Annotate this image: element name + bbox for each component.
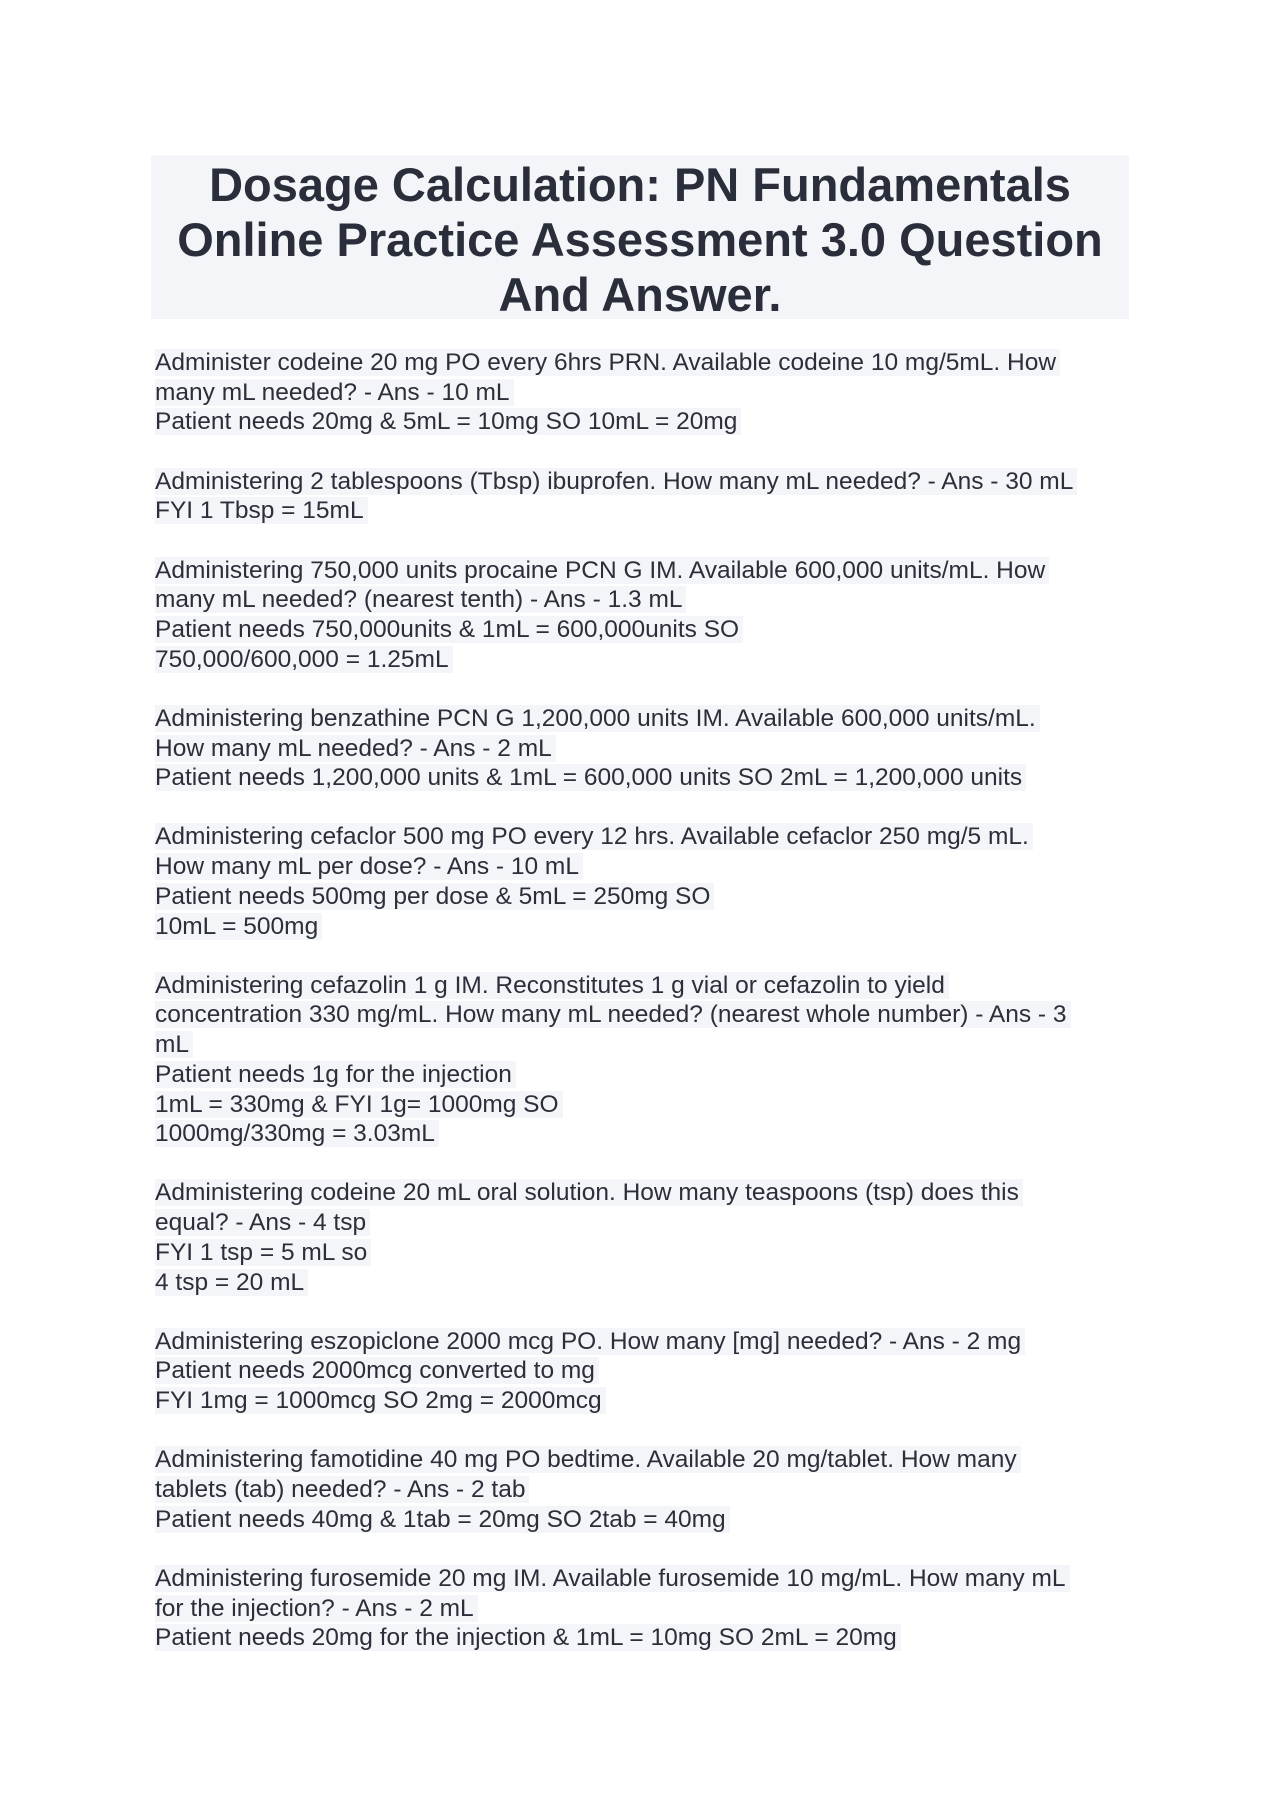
- entry-line: Patient needs 1g for the injection: [155, 1061, 516, 1088]
- entry-line: for the injection? - Ans - 2 mL: [155, 1595, 478, 1622]
- entry-line: Administering 750,000 units procaine PCN G IM. Available 600,000 units/mL. How: [155, 557, 1049, 584]
- entry-line: many mL needed? (nearest tenth) - Ans - 1.3 mL: [155, 586, 686, 613]
- entry-line: many mL needed? - Ans - 10 mL: [155, 379, 514, 406]
- entry-line: How many mL needed? - Ans - 2 mL: [155, 735, 556, 762]
- entry-line: Patient needs 20mg & 5mL = 10mg SO 10mL = 20mg: [155, 408, 741, 435]
- title-line: Dosage Calculation: PN Fundamentals: [209, 158, 1071, 211]
- entry-line: 10mL = 500mg: [155, 913, 322, 940]
- entry-line: How many mL per dose? - Ans - 10 mL: [155, 853, 583, 880]
- page-title: [151, 155, 1129, 322]
- entry-line: Administering famotidine 40 mg PO bedtime. Available 20 mg/tablet. How many: [155, 1446, 1021, 1473]
- entry-line: Administering furosemide 20 mg IM. Available furosemide 10 mg/mL. How many mL: [155, 1565, 1070, 1592]
- entry-line: 1mL = 330mg & FYI 1g= 1000mg SO: [155, 1091, 563, 1118]
- qa-entry: [155, 556, 1135, 675]
- qa-entry: [155, 1178, 1135, 1297]
- entry-line: Patient needs 1,200,000 units & 1mL = 600,000 units SO 2mL = 1,200,000 units: [155, 764, 1026, 791]
- qa-entry: [155, 1445, 1135, 1534]
- qa-entry: [155, 348, 1135, 437]
- entry-line: concentration 330 mg/mL. How many mL needed? (nearest whole number) - Ans - 3: [155, 1001, 1071, 1028]
- entry-line: Patient needs 40mg & 1tab = 20mg SO 2tab = 40mg: [155, 1506, 730, 1533]
- qa-entry: [155, 1564, 1135, 1653]
- entry-line: tablets (tab) needed? - Ans - 2 tab: [155, 1476, 529, 1503]
- entry-line: Administering cefaclor 500 mg PO every 12 hrs. Available cefaclor 250 mg/5 mL.: [155, 823, 1033, 850]
- entry-line: FYI 1mg = 1000mcg SO 2mg = 2000mcg: [155, 1387, 606, 1414]
- title-line: And Answer.: [498, 268, 782, 321]
- entry-line: Patient needs 750,000units & 1mL = 600,000units SO: [155, 616, 743, 643]
- entry-line: Administering eszopiclone 2000 mcg PO. How many [mg] needed? - Ans - 2 mg: [155, 1328, 1025, 1355]
- qa-list: [155, 348, 1135, 1683]
- entry-line: Patient needs 20mg for the injection & 1mL = 10mg SO 2mL = 20mg: [155, 1624, 901, 1651]
- entry-line: 1000mg/330mg = 3.03mL: [155, 1120, 439, 1147]
- qa-entry: [155, 822, 1135, 941]
- entry-line: FYI 1 Tbsp = 15mL: [155, 497, 368, 524]
- qa-entry: [155, 704, 1135, 793]
- entry-line: mL: [155, 1031, 193, 1058]
- qa-entry: [155, 971, 1135, 1149]
- entry-line: Administer codeine 20 mg PO every 6hrs PRN. Available codeine 10 mg/5mL. How: [155, 349, 1060, 376]
- entry-line: 4 tsp = 20 mL: [155, 1269, 308, 1296]
- qa-entry: [155, 1327, 1135, 1416]
- title-line: Online Practice Assessment 3.0 Question: [177, 213, 1103, 266]
- entry-line: Patient needs 2000mcg converted to mg: [155, 1357, 599, 1384]
- entry-line: 750,000/600,000 = 1.25mL: [155, 646, 453, 673]
- entry-line: Patient needs 500mg per dose & 5mL = 250mg SO: [155, 883, 714, 910]
- entry-line: Administering 2 tablespoons (Tbsp) ibuprofen. How many mL needed? - Ans - 30 mL: [155, 468, 1077, 495]
- entry-line: Administering codeine 20 mL oral solution. How many teaspoons (tsp) does this: [155, 1179, 1023, 1206]
- title-block: [151, 155, 1129, 319]
- entry-line: equal? - Ans - 4 tsp: [155, 1209, 370, 1236]
- entry-line: FYI 1 tsp = 5 mL so: [155, 1239, 371, 1266]
- qa-entry: [155, 467, 1135, 526]
- entry-line: Administering benzathine PCN G 1,200,000 units IM. Available 600,000 units/mL.: [155, 705, 1040, 732]
- entry-line: Administering cefazolin 1 g IM. Reconstitutes 1 g vial or cefazolin to yield: [155, 972, 949, 999]
